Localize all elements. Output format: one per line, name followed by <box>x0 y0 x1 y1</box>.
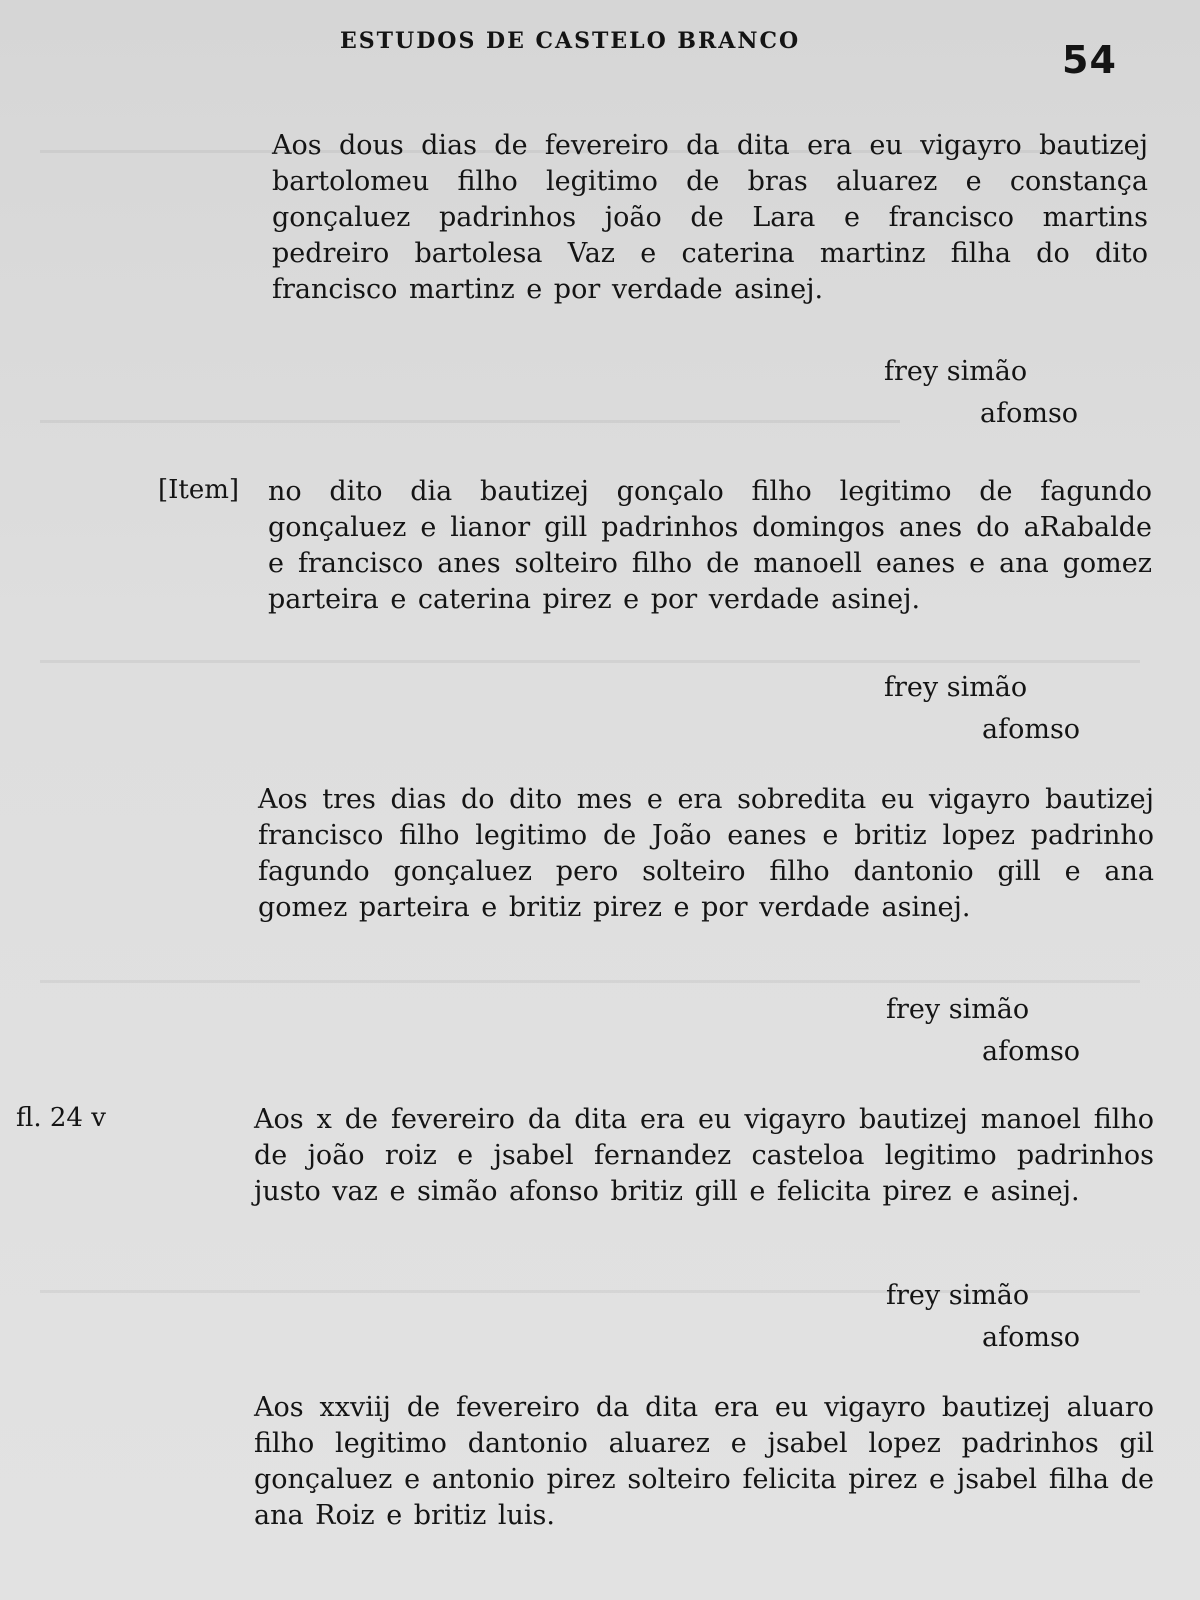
entry-text: no dito dia bautizej gonçalo filho legitimo de fagundo gonçaluez e lianor gill padrinhos domingos anes do aRabalde e francisco anes solteiro filho de manoell eanes e ana gomez parteira e caterina pirez e por verdade asinej. <box>268 476 1152 615</box>
signature-name: frey simão <box>886 994 1030 1025</box>
signature-surname: afomso <box>980 398 1079 429</box>
entry-text: Aos tres dias do dito mes e era sobredita eu vigayro bautizej francisco filho legitimo de João eanes e britiz lopez padrinho fagundo gonçaluez pero solteiro filho dantonio gill e ana gomez parteira e britiz pirez e por verdade asinej. <box>258 784 1154 923</box>
signature-name: frey simão <box>886 1280 1030 1311</box>
entry-text: Aos x de fevereiro da dita era eu vigayro bautizej manoel filho de joão roiz e jsabel fernandez casteloa legitimo padrinhos justo vaz e simão afonso britiz gill e felicita pirez e asinej. <box>254 1104 1154 1207</box>
baptism-entry-3 <box>258 782 1154 926</box>
entry-text: Aos xxviij de fevereiro da dita era eu vigayro bautizej aluaro filho legitimo dantonio aluarez e jsabel lopez padrinhos gil gonçaluez e antonio pirez solteiro felicita pirez e jsabel filha de ana Roiz e britiz luis. <box>254 1392 1154 1531</box>
entry-text: Aos dous dias de fevereiro da dita era eu vigayro bautizej bartolomeu filho legitimo de bras aluarez e constança gonçaluez padrinhos joão de Lara e francisco martins pedreiro bartolesa Vaz e caterina martinz filha do dito francisco martinz e por verdade asinej. <box>272 130 1148 305</box>
running-title: ESTUDOS DE CASTELO BRANCO <box>340 28 801 54</box>
margin-note-item: [Item] <box>158 475 240 505</box>
signature-surname: afomso <box>982 1036 1081 1067</box>
baptism-entry-1 <box>272 128 1148 308</box>
signature-surname: afomso <box>982 1322 1081 1353</box>
signature-surname: afomso <box>982 714 1081 745</box>
baptism-entry-2 <box>268 474 1152 618</box>
signature-name: frey simão <box>884 356 1028 387</box>
margin-note-folio: fl. 24 v <box>16 1103 106 1133</box>
page-number: 54 <box>1062 38 1117 82</box>
signature-name: frey simão <box>884 672 1028 703</box>
baptism-entry-5 <box>254 1390 1154 1534</box>
baptism-entry-4 <box>254 1102 1154 1210</box>
